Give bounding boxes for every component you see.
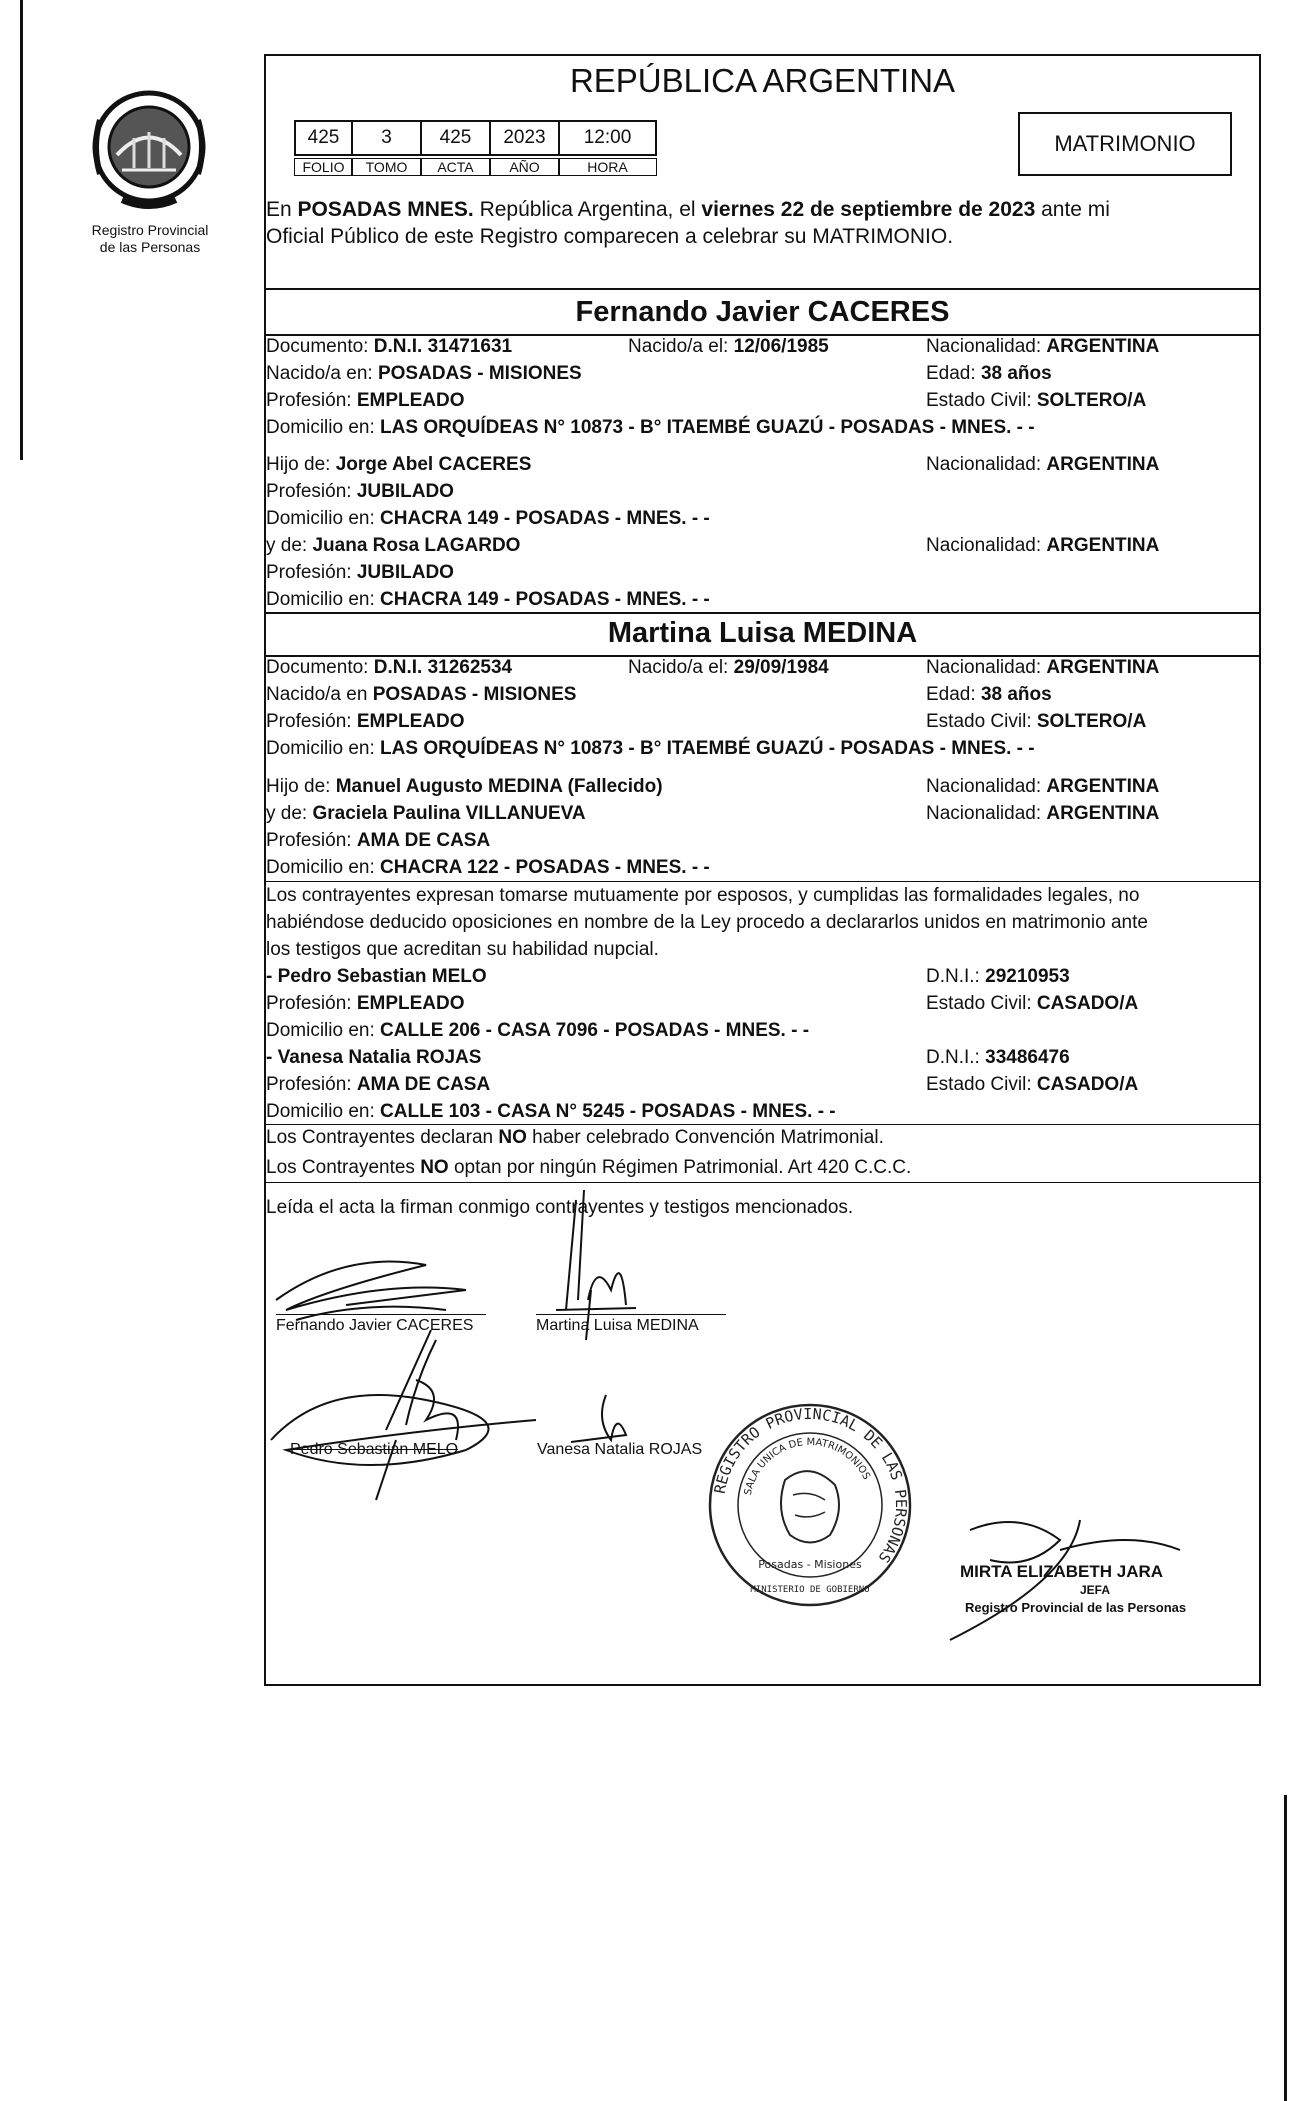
folio-value: 425 [294, 120, 353, 156]
acta-label: ACTA [420, 158, 491, 176]
margin-line [20, 0, 23, 460]
spouse2-prof: Profesión: EMPLEADO [266, 711, 465, 732]
anio-label: AÑO [489, 158, 560, 176]
witness2-name: - Vanesa Natalia ROJAS [266, 1047, 482, 1068]
stamp-seal-icon [705, 1400, 915, 1610]
spouse2-mother: y de: Graciela Paulina VILLANUEVA [266, 803, 586, 824]
spouse2-born: Nacido/a el: 29/09/1984 [628, 657, 829, 678]
spouse1-name: Fernando Javier CACERES [575, 296, 950, 328]
official-stamp [705, 1400, 915, 1610]
folio-label: FOLIO [294, 158, 353, 176]
witness2-addr: Domicilio en: CALLE 103 - CASA N° 5245 - POSADAS - MNES. - - [266, 1101, 836, 1122]
witness2-dni: D.N.I.: 33486476 [926, 1047, 1070, 1068]
spouse2-age: Edad: 38 años [926, 684, 1052, 705]
logo-caption [70, 222, 230, 256]
spouse1-father-addr: Domicilio en: CHACRA 149 - POSADAS - MNES. - - [266, 508, 710, 529]
spouse1-prof: Profesión: EMPLEADO [266, 390, 465, 411]
province-logo [82, 80, 217, 215]
spouse2-mother-addr: Domicilio en: CHACRA 122 - POSADAS - MNES. - - [266, 857, 710, 878]
spouse1-civil: Estado Civil: SOLTERO/A [926, 390, 1147, 411]
note-regime: Los Contrayentes NO optan por ningún Régimen Patrimonial. Art 420 C.C.C. [266, 1157, 912, 1178]
spouse1-father-prof: Profesión: JUBILADO [266, 481, 454, 502]
witness1-name: - Pedro Sebastian MELO [266, 966, 487, 987]
spouse2-place: Nacido/a en POSADAS - MISIONES [266, 684, 577, 705]
signature-label-3: Pedro Sebastian MELO [290, 1441, 459, 1458]
spouse2-civil: Estado Civil: SOLTERO/A [926, 711, 1147, 732]
intro-line-2: Oficial Público de este Registro comparecen a celebrar su MATRIMONIO. [266, 225, 954, 248]
read-statement: Leída el acta la firman conmigo contrayentes y testigos mencionados. [266, 1197, 854, 1218]
sig-line-1 [276, 1314, 486, 1315]
spouse1-place: Nacido/a en: POSADAS - MISIONES [266, 363, 582, 384]
declaration-line-2: habiéndose deducido oposiciones en nombre de la Ley procedo a declararlos unidos en matrimonio ante [266, 912, 1148, 933]
signature-label-4: Vanesa Natalia ROJAS [537, 1441, 703, 1458]
stamp-inner-text: SALA UNICA DE MATRIMONIOS [742, 1436, 872, 1497]
logo-line-2: de las Personas [99, 239, 201, 255]
spouse1-addr: Domicilio en: LAS ORQUÍDEAS N° 10873 - B° ITAEMBÉ GUAZÚ - POSADAS - MNES. - - [266, 417, 1035, 438]
stamp-bottom: MINISTERIO DE GOBIERNO [750, 1585, 870, 1595]
coat-of-arms-icon [82, 80, 217, 215]
spouse1-age: Edad: 38 años [926, 363, 1052, 384]
spouse2-mother-nat: Nacionalidad: ARGENTINA [926, 803, 1160, 824]
doc-type-box [1018, 112, 1232, 176]
hora-value: 12:00 [558, 120, 657, 156]
spouse1-nat: Nacionalidad: ARGENTINA [926, 336, 1160, 357]
witness1-addr: Domicilio en: CALLE 206 - CASA 7096 - POSADAS - MNES. - - [266, 1020, 810, 1041]
official-role: JEFA [1080, 1583, 1111, 1597]
declaration-line-1: Los contrayentes expresan tomarse mutuamente por esposos, y cumplidas las formalidades legales, no [266, 885, 1140, 906]
hora-label: HORA [558, 158, 657, 176]
official-office: Registro Provincial de las Personas [965, 1600, 1187, 1615]
declaration-line-3: los testigos que acreditan su habilidad nupcial. [266, 939, 659, 960]
spouse1-mother-addr: Domicilio en: CHACRA 149 - POSADAS - MNES. - - [266, 589, 710, 610]
spouse2-nat: Nacionalidad: ARGENTINA [926, 657, 1160, 678]
witness1-civil: Estado Civil: CASADO/A [926, 993, 1139, 1014]
acta-value: 425 [420, 120, 491, 156]
spouse2-father-nat: Nacionalidad: ARGENTINA [926, 776, 1160, 797]
tomo-value: 3 [351, 120, 422, 156]
logo-line-1: Registro Provincial [91, 222, 209, 238]
signature-label-2: Martina Luisa MEDINA [536, 1317, 699, 1334]
spouse2-mother-prof: Profesión: AMA DE CASA [266, 830, 491, 851]
stamp-city: Posadas - Misiones [758, 1558, 862, 1571]
witness1-prof: Profesión: EMPLEADO [266, 993, 465, 1014]
note-convention: Los Contrayentes declaran NO haber celebrado Convención Matrimonial. [266, 1127, 884, 1148]
tomo-label: TOMO [351, 158, 422, 176]
doc-type: MATRIMONIO [1054, 131, 1196, 156]
page-title: REPÚBLICA ARGENTINA [569, 62, 956, 99]
stamp-ring-text: REGISTRO PROVINCIAL DE LAS PERSONAS [710, 1404, 911, 1567]
spouse1-born: Nacido/a el: 12/06/1985 [628, 336, 829, 357]
intro-line-1: En POSADAS MNES. República Argentina, el viernes 22 de septiembre de 2023 ante mi [266, 198, 1110, 221]
spouse1-mother-prof: Profesión: JUBILADO [266, 562, 454, 583]
spouse1-father: Hijo de: Jorge Abel CACERES [266, 454, 532, 475]
spouse1-mother: y de: Juana Rosa LAGARDO [266, 535, 521, 556]
sig-line-2 [536, 1314, 726, 1315]
official-name: MIRTA ELIZABETH JARA [960, 1562, 1164, 1581]
spouse2-name: Martina Luisa MEDINA [607, 617, 918, 649]
spouse1-mother-nat: Nacionalidad: ARGENTINA [926, 535, 1160, 556]
anio-value: 2023 [489, 120, 560, 156]
spouse1-doc: Documento: D.N.I. 31471631 [266, 336, 513, 357]
spouse2-father: Hijo de: Manuel Augusto MEDINA (Fallecido) [266, 776, 663, 797]
witness2-civil: Estado Civil: CASADO/A [926, 1074, 1139, 1095]
right-margin-mark [1284, 1795, 1287, 2101]
witness2-prof: Profesión: AMA DE CASA [266, 1074, 491, 1095]
spouse2-addr: Domicilio en: LAS ORQUÍDEAS N° 10873 - B° ITAEMBÉ GUAZÚ - POSADAS - MNES. - - [266, 738, 1035, 759]
signature-label-1: Fernando Javier CACERES [276, 1317, 474, 1334]
spouse2-doc: Documento: D.N.I. 31262534 [266, 657, 513, 678]
spouse1-father-nat: Nacionalidad: ARGENTINA [926, 454, 1160, 475]
witness1-dni: D.N.I.: 29210953 [926, 966, 1070, 987]
